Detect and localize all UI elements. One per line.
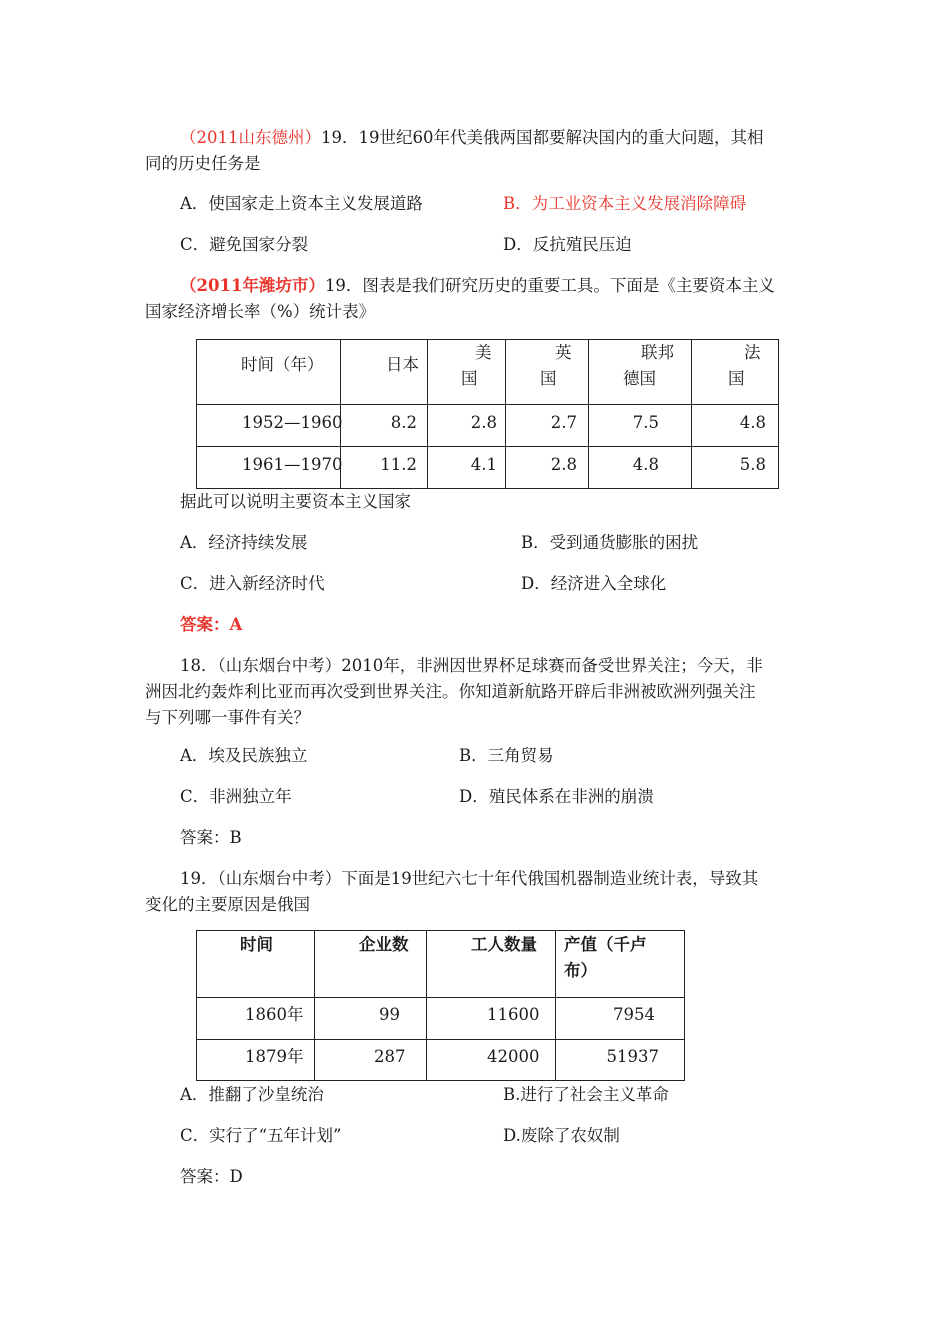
question-2-option-b: B．受到通货膨胀的困扰 xyxy=(521,533,699,552)
row-1-uk: 2.7 xyxy=(506,405,589,447)
row-2-usa: 4.1 xyxy=(428,447,506,489)
question-1-stem-line-2: 同的历史任务是 xyxy=(145,154,261,173)
row-1-year: 1860年 xyxy=(197,998,315,1040)
row-2-japan: 11.2 xyxy=(341,447,428,489)
table-row xyxy=(197,998,685,1040)
question-3-stem-line-1: 18．（山东烟台中考）2010年，非洲因世界杯足球赛而备受世界关注；今天，非 xyxy=(180,656,763,675)
question-1-option-d: D．反抗殖民压迫 xyxy=(503,235,632,254)
question-2-option-a: A．经济持续发展 xyxy=(180,533,308,552)
question-1-option-c: C．避免国家分裂 xyxy=(180,235,309,254)
row-1-output: 7954 xyxy=(556,998,685,1040)
question-3-stem-line-3: 与下列哪一事件有关？ xyxy=(145,708,310,727)
row-1-period: 1952—1960 xyxy=(197,405,341,447)
header-firms: 企业数 xyxy=(315,931,427,998)
header-time: 时间 xyxy=(197,931,315,998)
question-1-stem-line-1: （2011山东德州）19．19世纪60年代美俄两国都要解决国内的重大问题，其相 xyxy=(180,128,764,147)
header-uk: 英 国 xyxy=(506,340,589,405)
question-4-answer: 答案：D xyxy=(180,1167,243,1186)
row-1-firms: 99 xyxy=(315,998,427,1040)
row-1-usa: 2.8 xyxy=(428,405,506,447)
header-france: 法 国 xyxy=(692,340,779,405)
question-2-stem-line-2: 国家经济增长率（%）统计表》 xyxy=(145,302,376,321)
question-2-source: （2011年潍坊市） xyxy=(180,276,325,295)
question-4-option-b: B.进行了社会主义革命 xyxy=(503,1085,669,1104)
question-2-conclusion: 据此可以说明主要资本主义国家 xyxy=(180,492,411,511)
question-2-option-c: C．进入新经济时代 xyxy=(180,574,325,593)
growth-rate-table xyxy=(196,339,779,489)
table-row xyxy=(197,1040,685,1081)
table-header-row xyxy=(197,931,685,998)
row-2-period: 1961—1970 xyxy=(197,447,341,489)
row-1-france: 4.8 xyxy=(692,405,779,447)
question-3-stem-line-2: 洲因北约轰炸利比亚而再次受到世界关注。你知道新航路开辟后非洲被欧洲列强关注 xyxy=(145,682,756,701)
row-1-frg: 7.5 xyxy=(589,405,692,447)
header-japan: 日本 xyxy=(341,340,428,405)
question-2-option-d: D．经济进入全球化 xyxy=(521,574,667,593)
row-2-year: 1879年 xyxy=(197,1040,315,1081)
row-2-frg: 4.8 xyxy=(589,447,692,489)
header-output: 产值（千卢 布） xyxy=(556,931,685,998)
russia-machinery-table xyxy=(196,930,685,1081)
question-2-answer: 答案：A xyxy=(180,615,243,634)
question-3-option-c: C．非洲独立年 xyxy=(180,787,292,806)
question-4-option-d: D.废除了农奴制 xyxy=(503,1126,620,1145)
row-1-japan: 8.2 xyxy=(341,405,428,447)
header-workers: 工人数量 xyxy=(427,931,556,998)
row-1-workers: 11600 xyxy=(427,998,556,1040)
question-3-answer: 答案：B xyxy=(180,828,242,847)
question-3-option-b: B．三角贸易 xyxy=(459,746,554,765)
question-1-option-a: A．使国家走上资本主义发展道路 xyxy=(180,194,423,213)
question-3-option-a: A．埃及民族独立 xyxy=(180,746,308,765)
question-2-stem-line-1: （2011年潍坊市）19．图表是我们研究历史的重要工具。下面是《主要资本主义 xyxy=(180,276,775,295)
row-2-france: 5.8 xyxy=(692,447,779,489)
row-2-workers: 42000 xyxy=(427,1040,556,1081)
table-header-row xyxy=(197,340,779,405)
question-4-option-a: A．推翻了沙皇统治 xyxy=(180,1085,324,1104)
question-1-option-b: B．为工业资本主义发展消除障碍 xyxy=(503,194,747,213)
table-row xyxy=(197,447,779,489)
question-4-stem-line-2: 变化的主要原因是俄国 xyxy=(145,895,310,914)
header-time: 时间（年） xyxy=(197,340,341,405)
row-2-uk: 2.8 xyxy=(506,447,589,489)
question-3-option-d: D．殖民体系在非洲的崩溃 xyxy=(459,787,654,806)
header-usa: 美 国 xyxy=(428,340,506,405)
row-2-output: 51937 xyxy=(556,1040,685,1081)
header-frg: 联邦 德国 xyxy=(589,340,692,405)
question-4-option-c: C．实行了“五年计划” xyxy=(180,1126,342,1145)
question-1-source: （2011山东德州） xyxy=(180,128,321,147)
table-row xyxy=(197,405,779,447)
question-4-stem-line-1: 19．（山东烟台中考）下面是19世纪六七十年代俄国机器制造业统计表，导致其 xyxy=(180,869,759,888)
row-2-firms: 287 xyxy=(315,1040,427,1081)
